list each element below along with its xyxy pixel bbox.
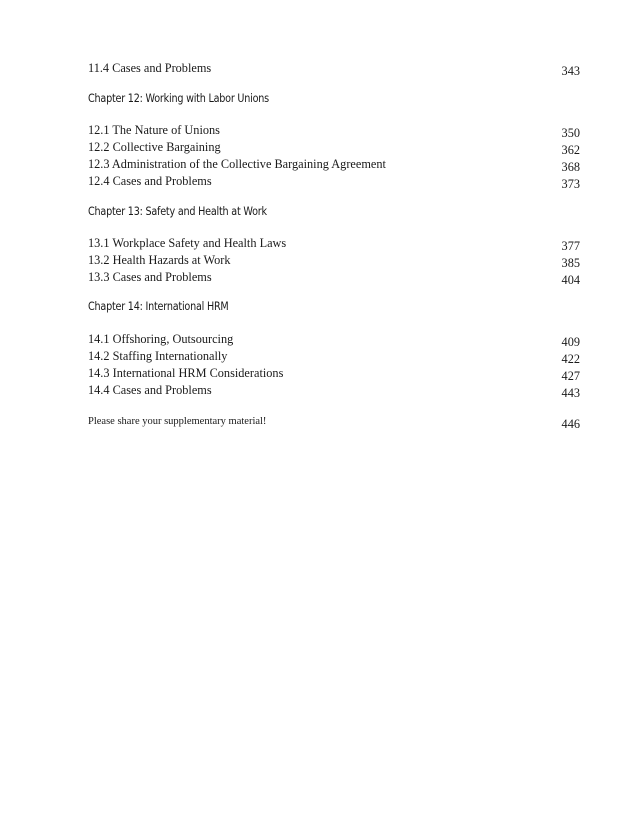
- toc-entry-page: 427: [561, 369, 580, 383]
- toc-entry-12-2[interactable]: [88, 139, 580, 157]
- chapter-heading-14: Chapter 14: International HRM: [88, 300, 229, 313]
- toc-entry-title: 11.4 Cases and Problems: [88, 61, 212, 75]
- toc-entry-title: 14.3 International HRM Considerations: [88, 366, 284, 380]
- toc-entry-title: 12.1 The Nature of Unions: [88, 123, 220, 137]
- chapter-heading-12: Chapter 12: Working with Labor Unions: [88, 92, 269, 105]
- toc-entry-page: 422: [561, 352, 580, 366]
- toc-entry-page: 373: [561, 177, 580, 191]
- toc-entry-title: 12.2 Collective Bargaining: [88, 140, 221, 154]
- toc-entry-title: 13.2 Health Hazards at Work: [88, 253, 231, 267]
- toc-entry-11-4[interactable]: [88, 60, 580, 78]
- toc-entry-title: Please share your supplementary material!: [88, 416, 267, 427]
- toc-entry-14-4[interactable]: [88, 382, 580, 400]
- toc-entry-supplementary[interactable]: [88, 413, 580, 431]
- toc-entry-page: 409: [561, 335, 580, 349]
- toc-entry-14-1[interactable]: [88, 331, 580, 349]
- toc-entry-page: 404: [561, 273, 580, 287]
- toc-entry-page: 362: [561, 143, 580, 157]
- toc-entry-14-2[interactable]: [88, 348, 580, 366]
- toc-entry-14-3[interactable]: [88, 365, 580, 383]
- toc-entry-page: 377: [561, 239, 580, 253]
- toc-entry-title: 14.2 Staffing Internationally: [88, 349, 228, 363]
- toc-entry-12-1[interactable]: [88, 122, 580, 140]
- toc-entry-12-4[interactable]: [88, 173, 580, 191]
- toc-entry-13-1[interactable]: [88, 235, 580, 253]
- toc-entry-title: 14.1 Offshoring, Outsourcing: [88, 332, 234, 346]
- toc-entry-page: 443: [561, 386, 580, 400]
- toc-entry-page: 385: [561, 256, 580, 270]
- chapter-heading-13: Chapter 13: Safety and Health at Work: [88, 205, 267, 218]
- toc-entry-13-3[interactable]: [88, 269, 580, 287]
- toc-entry-title: 12.3 Administration of the Collective Bargaining Agreement: [88, 157, 386, 171]
- toc-entry-12-3[interactable]: [88, 156, 580, 174]
- toc-entry-page: 446: [561, 417, 580, 431]
- toc-entry-page: 368: [561, 160, 580, 174]
- toc-entry-page: 343: [561, 64, 580, 78]
- toc-entry-title: 14.4 Cases and Problems: [88, 383, 212, 397]
- toc-entry-page: 350: [561, 126, 580, 140]
- toc-entry-title: 13.3 Cases and Problems: [88, 270, 212, 284]
- toc-entry-title: 13.1 Workplace Safety and Health Laws: [88, 236, 287, 250]
- toc-entry-title: 12.4 Cases and Problems: [88, 174, 212, 188]
- toc-entry-13-2[interactable]: [88, 252, 580, 270]
